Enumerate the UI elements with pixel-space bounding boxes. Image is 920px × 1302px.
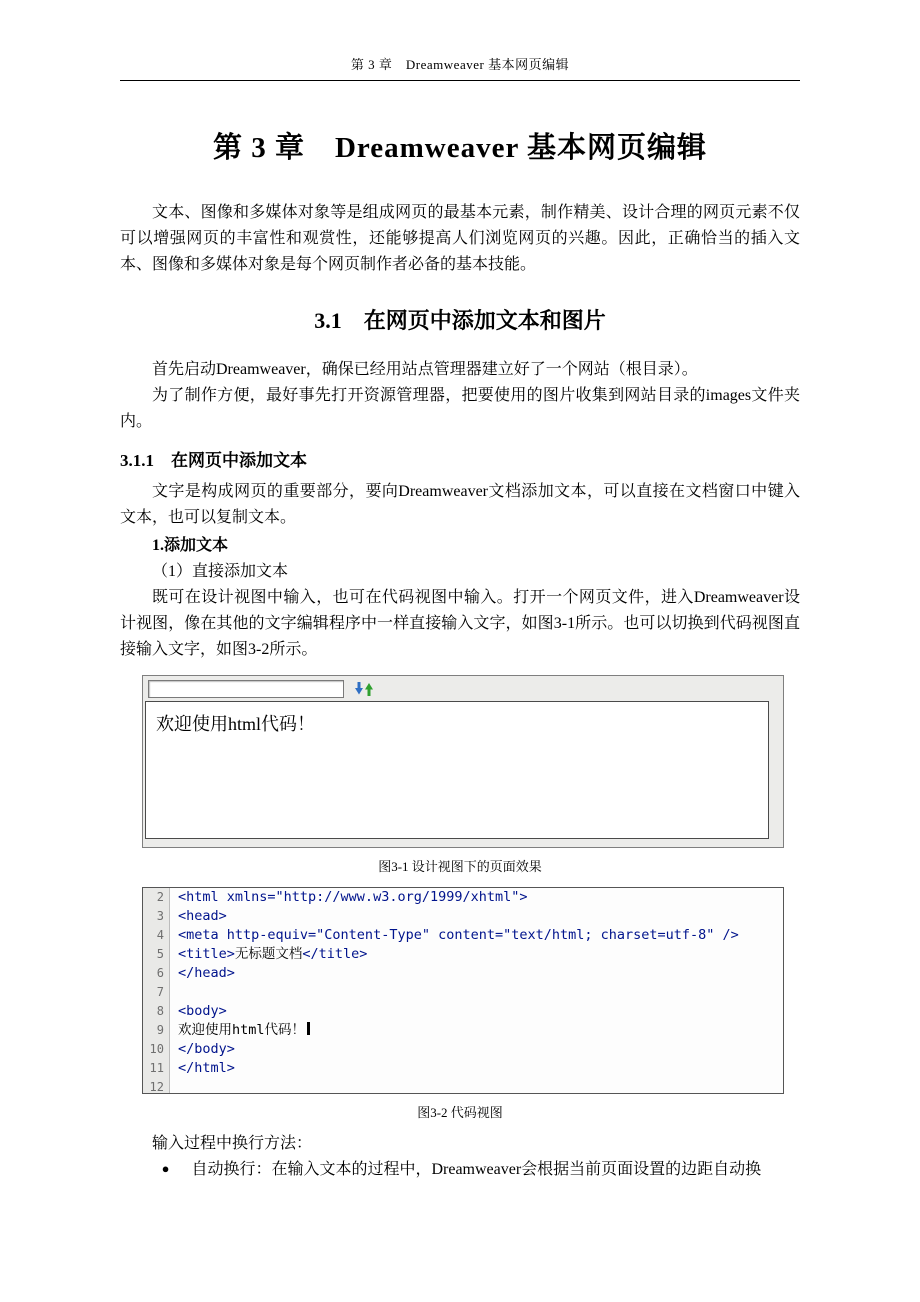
design-view-text: 欢迎使用html代码！ bbox=[156, 713, 316, 734]
code-line-text bbox=[169, 1078, 178, 1094]
paragraph-prepare-images: 为了制作方便，最好事先打开资源管理器，把要使用的图片收集到网站目录的images文件夹内。 bbox=[120, 386, 800, 430]
chapter-title: 第 3 章 Dreamweaver 基本网页编辑 bbox=[212, 132, 708, 164]
code-line-text: <head> bbox=[178, 907, 227, 924]
line-number: 4 bbox=[156, 927, 164, 942]
list-item-direct-add: （1）直接添加文本 bbox=[152, 563, 289, 581]
code-line bbox=[143, 926, 783, 945]
code-editor bbox=[142, 887, 784, 1094]
line-number: 12 bbox=[149, 1079, 164, 1094]
code-line-text: </body> bbox=[178, 1040, 235, 1057]
code-line bbox=[143, 1021, 783, 1040]
line-number: 6 bbox=[156, 965, 164, 980]
line-number: 3 bbox=[156, 908, 164, 923]
text-cursor bbox=[307, 1022, 310, 1035]
code-line-text bbox=[169, 983, 178, 1002]
running-header: 第 3 章 Dreamweaver 基本网页编辑 bbox=[350, 57, 570, 72]
code-line-text: </html> bbox=[178, 1059, 235, 1076]
figure-code-view bbox=[120, 887, 800, 1121]
code-line bbox=[143, 1002, 783, 1021]
line-number: 8 bbox=[156, 1003, 164, 1018]
line-number: 7 bbox=[156, 984, 164, 999]
bullet-auto-wrap-text: 自动换行：在输入文本的过程中，Dreamweaver会根据当前页面设置的边距自动换 bbox=[191, 1160, 762, 1178]
code-line bbox=[143, 964, 783, 983]
code-line-text: <meta http-equiv="Content-Type" content="text/html; charset=utf-8" /> bbox=[178, 926, 739, 943]
intro-paragraph: 文本、图像和多媒体对象等是组成网页的最基本元素，制作精美、设计合理的网页元素不仅可以增强网页的丰富性和观赏性，还能够提高人们浏览网页的兴趣。因此，正确恰当的插入文本、图像和多媒体对象是每个网页制作者必备的基本技能。 bbox=[120, 204, 800, 273]
figure1-caption: 图3-1 设计视图下的页面效果 bbox=[378, 858, 542, 874]
paragraph-start-dreamweaver: 首先启动Dreamweaver，确保已经用站点管理器建立好了一个网站（根目录）。 bbox=[152, 360, 698, 378]
header-rule bbox=[120, 80, 800, 81]
subsection-heading: 3.1.1 在网页中添加文本 bbox=[120, 451, 307, 471]
code-line-text: <html xmlns="http://www.w3.org/1999/xhtml"> bbox=[178, 888, 528, 905]
code-line bbox=[143, 1059, 783, 1078]
line-number: 10 bbox=[149, 1041, 164, 1056]
paragraph-text-intro: 文字是构成网页的重要部分，要向Dreamweaver文档添加文本，可以直接在文档窗口中键入文本，也可以复制文本。 bbox=[120, 483, 800, 527]
code-line-text: 欢迎使用html代码！ bbox=[169, 1021, 310, 1040]
code-line-text: <body> bbox=[178, 1002, 227, 1019]
code-line bbox=[143, 945, 783, 964]
figure-design-view bbox=[120, 675, 800, 875]
code-line bbox=[143, 888, 783, 907]
line-number: 9 bbox=[156, 1022, 164, 1037]
line-number: 11 bbox=[149, 1060, 164, 1075]
bullet-auto-wrap bbox=[120, 1157, 800, 1183]
line-number: 2 bbox=[156, 889, 164, 904]
code-line-text: </head> bbox=[178, 964, 235, 981]
code-lines bbox=[143, 888, 783, 1094]
code-line bbox=[143, 907, 783, 926]
paragraph-linebreak-methods: 输入过程中换行方法： bbox=[152, 1134, 313, 1152]
line-number: 5 bbox=[156, 946, 164, 961]
section-heading: 3.1 在网页中添加文本和图片 bbox=[314, 307, 606, 333]
design-view-document bbox=[145, 701, 769, 839]
bullet-icon: ● bbox=[161, 1160, 170, 1176]
design-view-toolbar bbox=[143, 676, 783, 701]
address-input bbox=[148, 680, 344, 698]
list-heading-add-text: 1.添加文本 bbox=[152, 537, 229, 555]
code-line bbox=[143, 1078, 783, 1094]
figure2-caption: 图3-2 代码视图 bbox=[417, 1104, 503, 1120]
code-line bbox=[143, 1040, 783, 1059]
code-line-text: <title>无标题文档</title> bbox=[178, 945, 368, 962]
sync-arrows-icon bbox=[354, 681, 374, 697]
design-view-frame bbox=[142, 675, 784, 848]
paragraph-views: 既可在设计视图中输入，也可在代码视图中输入。打开一个网页文件，进入Dreamweaver设计视图，像在其他的文字编辑程序中一样直接输入文字，如图3-1所示。也可以切换到代码视图直接输入文字，如图3-2所示。 bbox=[120, 589, 800, 658]
code-line bbox=[143, 983, 783, 1002]
